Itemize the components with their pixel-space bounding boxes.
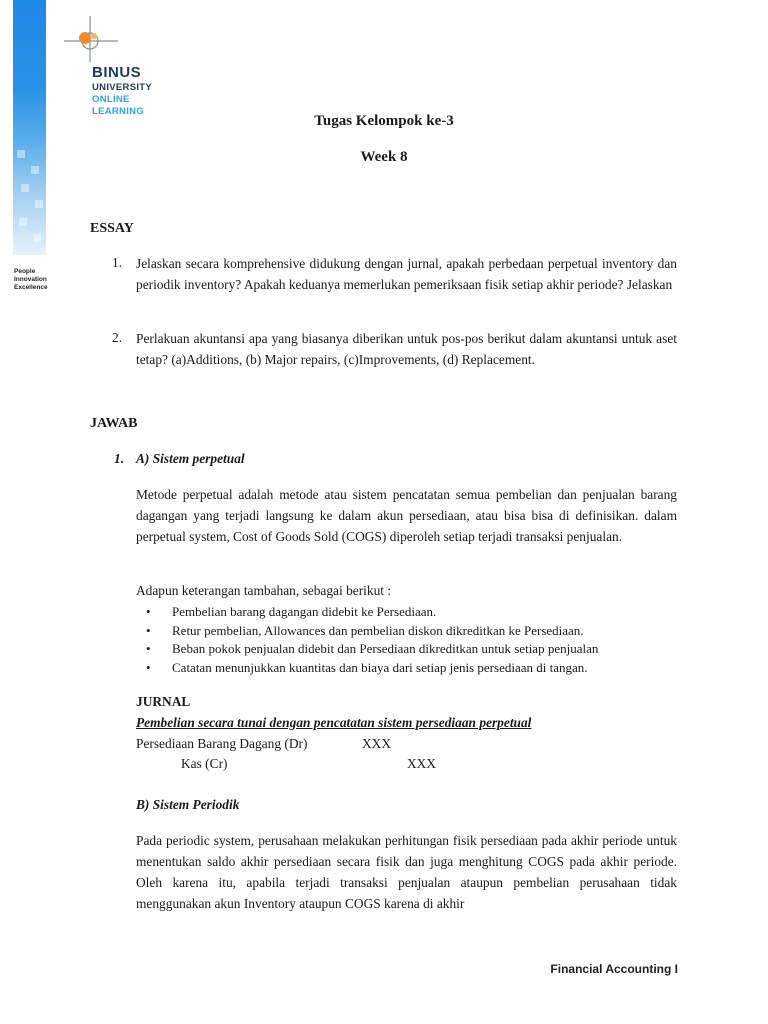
journal-credit-account: Kas (Cr) xyxy=(181,756,228,771)
bullets-intro: Adapun keterangan tambahan, sebagai berikut : xyxy=(136,583,392,598)
list-item: • Retur pembelian, Allowances dan pembelian diskon dikreditkan ke Persediaan. xyxy=(146,622,584,638)
logo-text-binus: BINUS xyxy=(92,64,142,81)
list-item: • Beban pokok penjualan didebit dan Persediaan dikreditkan untuk setiap penjualan xyxy=(146,641,599,656)
tagline-excellence: Excellence xyxy=(14,284,48,291)
logo-text-university: UNIVERSITY xyxy=(92,82,153,93)
question-1-number: 1. xyxy=(112,255,123,270)
journal-debit-account: Persediaan Barang Dagang (Dr) xyxy=(136,736,308,751)
paragraph-perpetual: Metode perpetual adalah metode atau sistem pencatatan semua pembelian dan penjualan barang dagangan yang terjadi langsung ke dalam akun persediaan, atau bisa bisa di definisikan. dalam perpetual system, Cost of Goods Sold (COGS) diperoleh setiap terjadi transaksi penjualan. xyxy=(136,487,677,544)
logo-text-learning: LEARNING xyxy=(92,106,145,117)
list-item: • Pembelian barang dagangan didebit ke Persediaan. xyxy=(146,604,437,619)
section-a-number: 1. xyxy=(114,451,125,466)
section-a-title: A) Sistem perpetual xyxy=(136,451,245,466)
list-item: • Catatan menunjukkan kuantitas dan biaya dari setiap jenis persediaan di tangan. xyxy=(146,659,588,675)
question-2-text: Perlakuan akuntansi apa yang biasanya diberikan untuk pos-pos berikut dalam akuntansi untuk aset tetap? (a)Additions, (b) Major repairs, (c)Improvements, (d) Replacement. xyxy=(136,331,677,367)
journal-credit-amount: XXX xyxy=(407,756,437,771)
journal-debit-amount: XXX xyxy=(362,736,392,751)
section-b-title: B) Sistem Periodik xyxy=(136,797,240,812)
essay-heading: ESSAY xyxy=(90,221,134,236)
bullet-list xyxy=(146,603,598,677)
page-footer: Financial Accounting I xyxy=(550,962,678,976)
paragraph-periodik: Pada periodic system, perusahaan melakukan perhitungan fisik persediaan pada akhir periode untuk menentukan saldo akhir persediaan secara fisik dan juga menghitung COGS pada akhir periode. Oleh karena itu, apabila terjadi transaksi penjualan ataupun pembelian perusahaan tidak menggunakan akun Inventory ataupun COGS karena di akhir xyxy=(136,833,677,911)
logo-text-online: ONLINE xyxy=(92,94,130,105)
logo-mark-icon xyxy=(62,14,122,64)
tagline-people: People xyxy=(14,268,36,275)
document-title: Tugas Kelompok ke-3 xyxy=(314,113,454,129)
jurnal-heading: JURNAL xyxy=(136,694,191,709)
binus-logo xyxy=(62,14,162,117)
answer-heading: JAWAB xyxy=(90,416,138,431)
question-2-number: 2. xyxy=(112,330,123,345)
jurnal-subtitle: Pembelian secara tunai dengan pencatatan sistem persediaan perpetual xyxy=(136,715,532,730)
tagline xyxy=(14,268,48,292)
tagline-innovation: Innovation xyxy=(14,276,47,283)
question-1-text: Jelaskan secara komprehensive didukung dengan jurnal, apakah perbedaan perpetual inventory dan periodik inventory? Apakah keduanya memerlukan pemeriksaan fisik setiap akhir periode? Jelaskan xyxy=(136,256,677,292)
document-subtitle: Week 8 xyxy=(360,149,408,165)
